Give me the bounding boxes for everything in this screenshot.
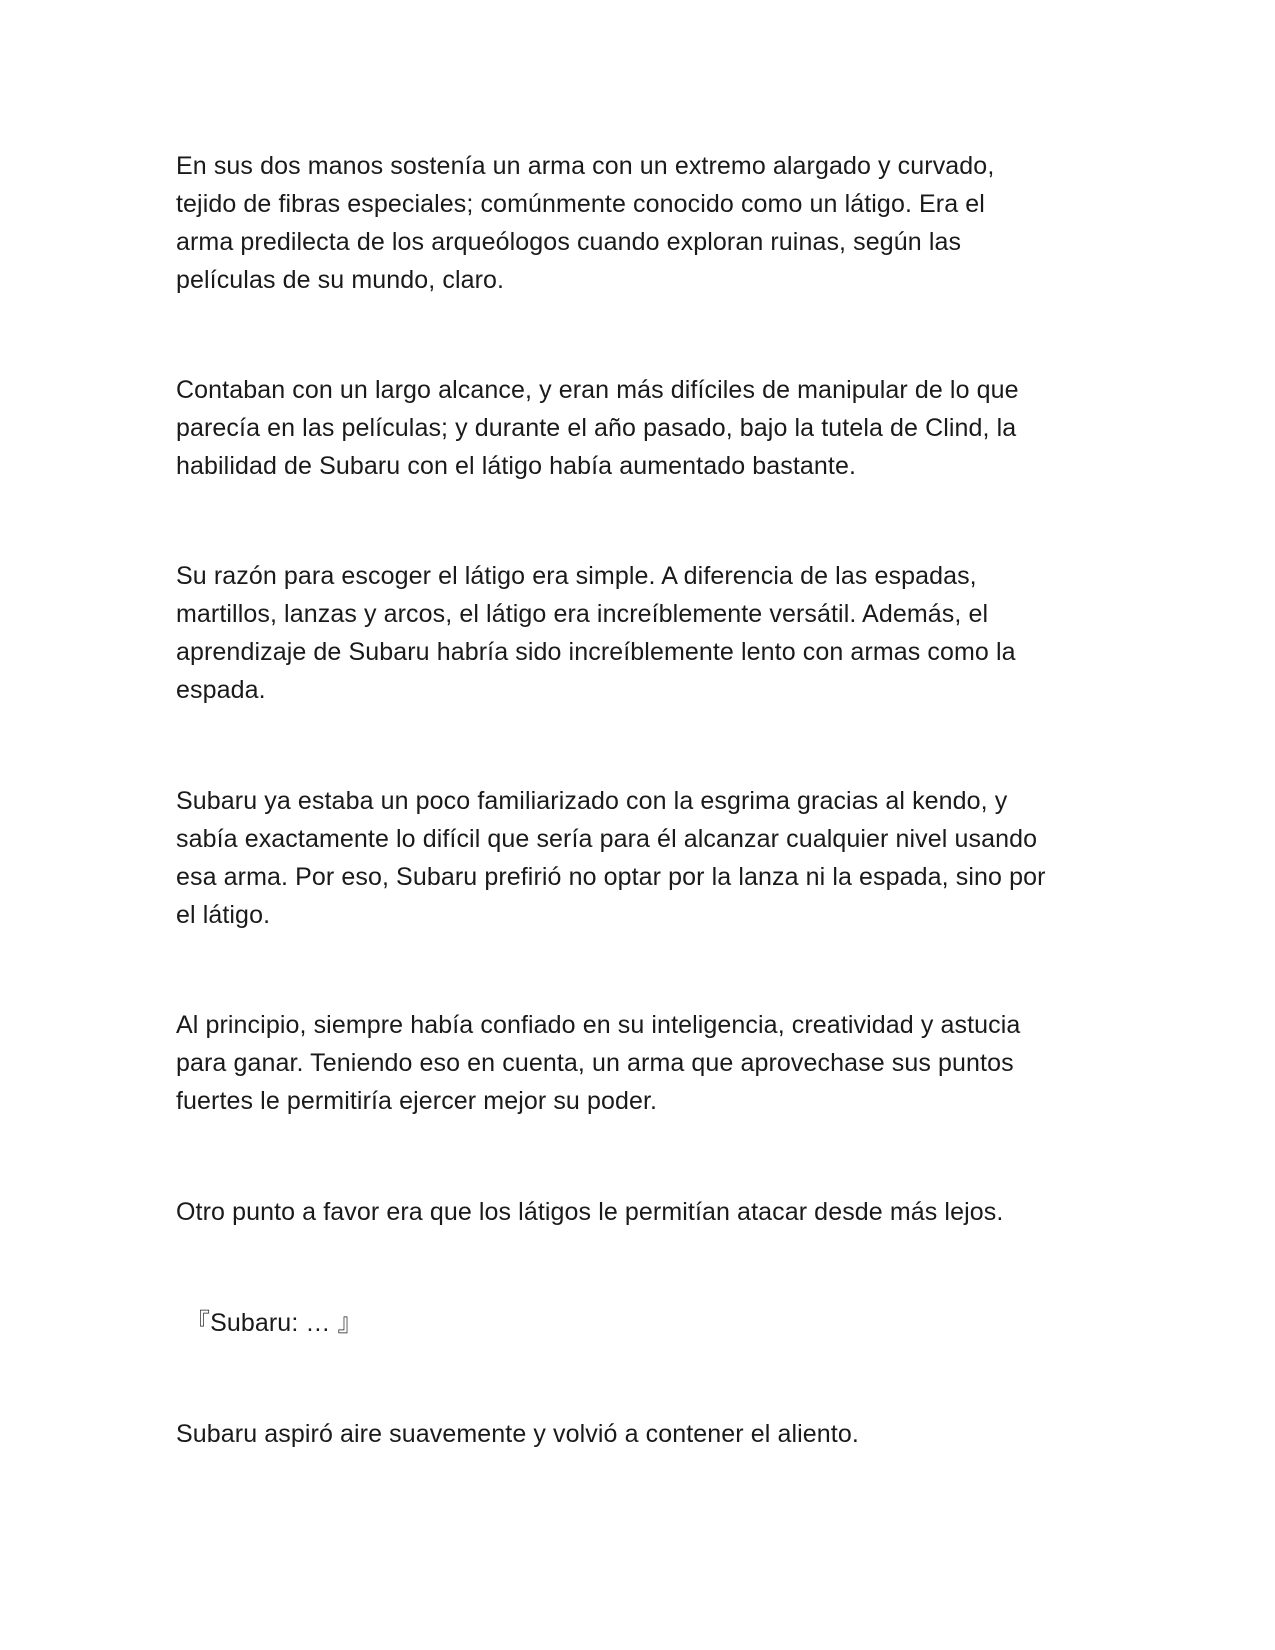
text-line: arma predilecta de los arqueólogos cuando exploran ruinas, según las bbox=[176, 228, 962, 256]
text-line: Subaru ya estaba un poco familiarizado con la esgrima gracias al kendo, y bbox=[176, 787, 1008, 815]
text-line: el látigo. bbox=[176, 901, 271, 929]
text-line: aprendizaje de Subaru habría sido increíblemente lento con armas como la bbox=[176, 638, 1016, 666]
text-line: 『Subaru: … 』 bbox=[185, 1309, 363, 1337]
text-line: sabía exactamente lo difícil que sería para él alcanzar cualquier nivel usando bbox=[176, 825, 1038, 853]
text-line: Su razón para escoger el látigo era simple. A diferencia de las espadas, bbox=[176, 562, 977, 590]
text-line: tejido de fibras especiales; comúnmente conocido como un látigo. Era el bbox=[176, 190, 985, 218]
text-line: En sus dos manos sostenía un arma con un extremo alargado y curvado, bbox=[176, 152, 995, 180]
text-line: esa arma. Por eso, Subaru prefirió no optar por la lanza ni la espada, sino por bbox=[176, 863, 1046, 891]
text-line: Al principio, siempre había confiado en su inteligencia, creatividad y astucia bbox=[176, 1011, 1021, 1039]
text-line: Subaru aspiró aire suavemente y volvió a contener el aliento. bbox=[176, 1420, 859, 1448]
paragraph bbox=[176, 371, 1106, 485]
text-line: para ganar. Teniendo eso en cuenta, un arma que aprovechase sus puntos bbox=[176, 1049, 1014, 1077]
text-line: habilidad de Subaru con el látigo había aumentado bastante. bbox=[176, 452, 857, 480]
text-line: parecía en las películas; y durante el año pasado, bajo la tutela de Clind, la bbox=[176, 414, 1017, 442]
dialogue-line bbox=[185, 1304, 1115, 1342]
text-line: Otro punto a favor era que los látigos le permitían atacar desde más lejos. bbox=[176, 1198, 1004, 1226]
paragraph bbox=[176, 557, 1106, 709]
paragraph bbox=[176, 147, 1106, 299]
text-line: películas de su mundo, claro. bbox=[176, 266, 505, 294]
text-line: martillos, lanzas y arcos, el látigo era increíblemente versátil. Además, el bbox=[176, 600, 989, 628]
text-line: espada. bbox=[176, 676, 266, 704]
paragraph bbox=[176, 1006, 1106, 1120]
text-line: Contaban con un largo alcance, y eran más difíciles de manipular de lo que bbox=[176, 376, 1019, 404]
paragraph bbox=[176, 782, 1106, 934]
text-line: fuertes le permitiría ejercer mejor su poder. bbox=[176, 1087, 658, 1115]
paragraph bbox=[176, 1193, 1106, 1231]
paragraph bbox=[176, 1415, 1106, 1453]
